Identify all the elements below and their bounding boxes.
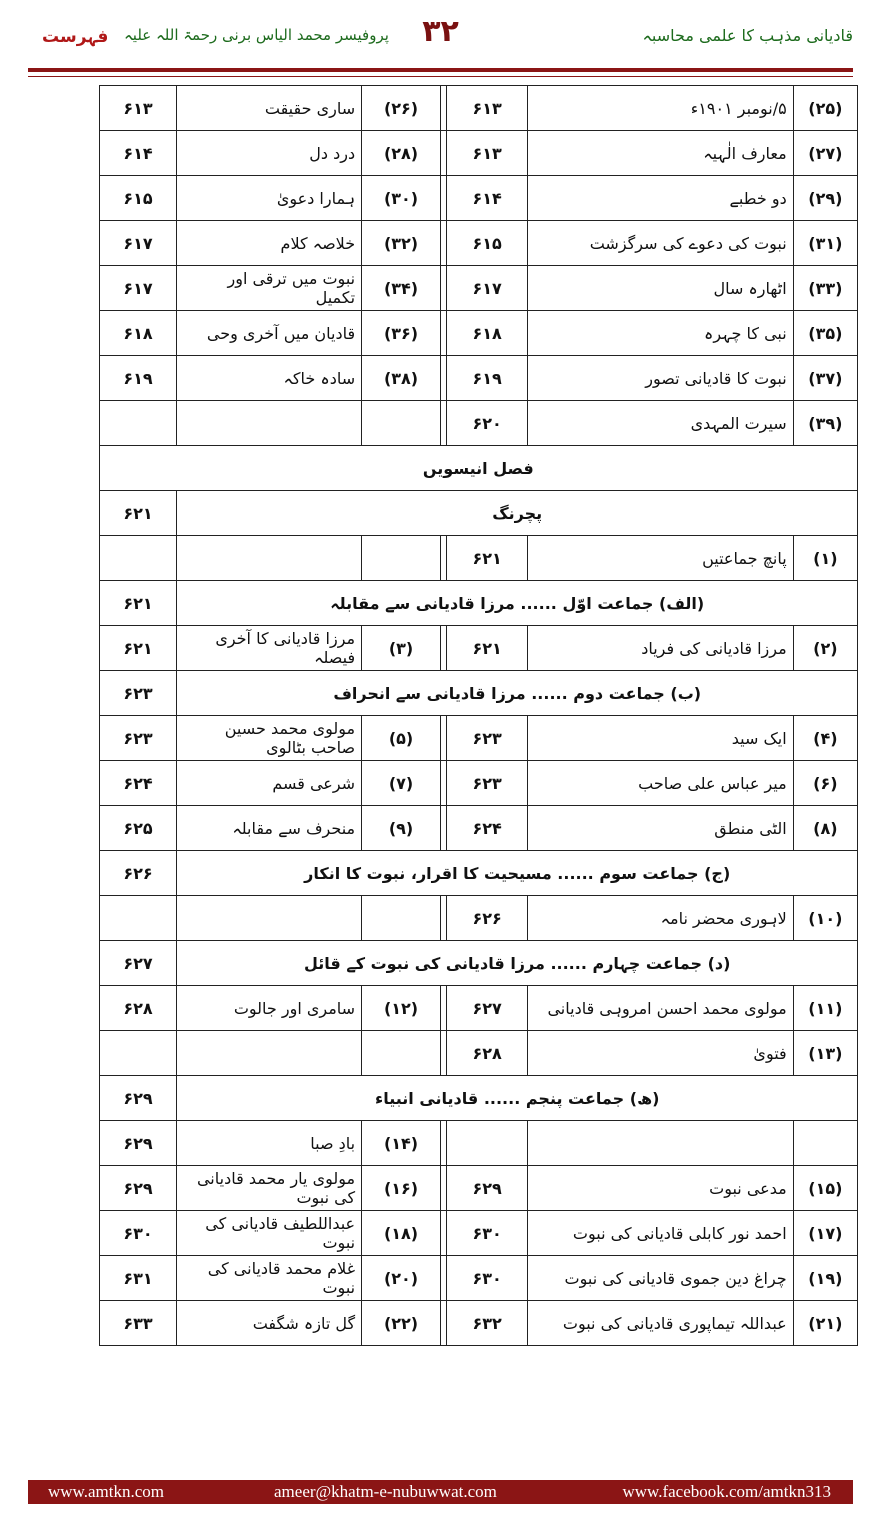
entry-title: لاہوری محضر نامہ <box>528 896 794 941</box>
table-row <box>29 401 858 446</box>
entry-number: (۲۷) <box>793 131 857 176</box>
header-rule <box>28 68 853 72</box>
section-heading-title: (د) جماعت چہارم ...... مرزا قادیانی کی نبوت کے قائل <box>177 941 858 986</box>
column-gap <box>440 311 446 356</box>
entry-number: (۱۹) <box>793 1256 857 1301</box>
entry-number: (۲۰) <box>362 1256 441 1301</box>
entry-number: (۴) <box>793 716 857 761</box>
section-heading-page: ۶۲۷ <box>99 941 177 986</box>
entry-title <box>177 896 362 941</box>
entry-title: مرزا قادیانی کی فریاد <box>528 626 794 671</box>
section-heading <box>29 851 858 896</box>
entry-page: ۶۱۵ <box>99 176 177 221</box>
table-row <box>29 131 858 176</box>
entry-number: (۳۶) <box>362 311 441 356</box>
entry-page: ۶۱۹ <box>99 356 177 401</box>
column-gap <box>440 266 446 311</box>
entry-title <box>528 1121 794 1166</box>
header-rule-thin <box>28 76 853 77</box>
column-gap <box>440 1256 446 1301</box>
section-heading <box>29 581 858 626</box>
entry-number: (۶) <box>793 761 857 806</box>
entry-page: ۶۱۷ <box>99 266 177 311</box>
entry-title: گل تازہ شگفت <box>177 1301 362 1346</box>
intro-heading-title: پچرنگ <box>177 491 858 536</box>
entry-page: ۶۳۱ <box>99 1256 177 1301</box>
column-gap <box>440 716 446 761</box>
entry-number: (۵) <box>362 716 441 761</box>
table-row <box>29 626 858 671</box>
section-heading-title: (الف) جماعت اوّل ...... مرزا قادیانی سے مقابلہ <box>177 581 858 626</box>
entry-title: سامری اور جالوت <box>177 986 362 1031</box>
entry-page: ۶۱۸ <box>99 311 177 356</box>
table-row <box>29 1031 858 1076</box>
entry-number: (۲۵) <box>793 86 857 131</box>
entry-title: اٹھارہ سال <box>528 266 794 311</box>
column-gap <box>440 1121 446 1166</box>
entry-title: مدعی نبوت <box>528 1166 794 1211</box>
entry-title: غلام محمد قادیانی کی نبوت <box>177 1256 362 1301</box>
intro-heading <box>29 491 858 536</box>
entry-number: (۳۲) <box>362 221 441 266</box>
entry-number: (۱۸) <box>362 1211 441 1256</box>
section-heading <box>29 671 858 716</box>
entry-page: ۶۲۱ <box>447 536 528 581</box>
entry-page: ۶۳۰ <box>447 1256 528 1301</box>
entry-title: بادِ صبا <box>177 1121 362 1166</box>
entry-number: (۱۰) <box>793 896 857 941</box>
section-heading-title: (ب) جماعت دوم ...... مرزا قادیانی سے انحراف <box>177 671 858 716</box>
table-row <box>29 716 858 761</box>
entry-title: مولوی یار محمد قادیانی کی نبوت <box>177 1166 362 1211</box>
entry-title: سادہ خاکہ <box>177 356 362 401</box>
entry-page: ۶۱۴ <box>99 131 177 176</box>
footer-website-link[interactable]: www.amtkn.com <box>48 1482 164 1501</box>
entry-number <box>362 401 441 446</box>
section-heading-page: ۶۲۶ <box>99 851 177 896</box>
entry-page: ۶۳۳ <box>99 1301 177 1346</box>
entry-title <box>177 1031 362 1076</box>
entry-page <box>99 401 177 446</box>
entry-page: ۶۲۳ <box>447 716 528 761</box>
section-label: فہرست <box>42 27 109 47</box>
entry-number: (۳۳) <box>793 266 857 311</box>
section-heading <box>29 941 858 986</box>
entry-number: (۳) <box>362 626 441 671</box>
entry-title: ۵/نومبر ۱۹۰۱ء <box>528 86 794 131</box>
entry-number <box>362 896 441 941</box>
entry-number: (۲) <box>793 626 857 671</box>
entry-title: سیرت المہدی <box>528 401 794 446</box>
entry-title: مولوی محمد احسن امروہی قادیانی <box>528 986 794 1031</box>
entry-page <box>99 536 177 581</box>
column-gap <box>440 221 446 266</box>
entry-page <box>99 1031 177 1076</box>
entry-number: (۳۴) <box>362 266 441 311</box>
column-gap <box>440 356 446 401</box>
column-gap <box>440 401 446 446</box>
entry-page: ۶۲۷ <box>447 986 528 1031</box>
entry-page: ۶۲۹ <box>99 1121 177 1166</box>
entry-page: ۶۱۹ <box>447 356 528 401</box>
footer-facebook-link[interactable]: www.facebook.com/amtkn313 <box>622 1482 831 1501</box>
entry-title: قادیان میں آخری وحی <box>177 311 362 356</box>
entry-number: (۲۶) <box>362 86 441 131</box>
entry-number: (۱۵) <box>793 1166 857 1211</box>
entry-page: ۶۲۳ <box>99 716 177 761</box>
entry-title: معارف الٰہیہ <box>528 131 794 176</box>
entry-number: (۳۵) <box>793 311 857 356</box>
entry-page: ۶۳۲ <box>447 1301 528 1346</box>
entry-page: ۶۲۴ <box>447 806 528 851</box>
entry-title: الٹی منطق <box>528 806 794 851</box>
entry-page: ۶۲۶ <box>447 896 528 941</box>
entry-page: ۶۱۷ <box>447 266 528 311</box>
section-heading-title: (ھ) جماعت پنجم ...... قادیانی انبیاء <box>177 1076 858 1121</box>
section-heading-page: ۶۲۱ <box>99 581 177 626</box>
column-gap <box>440 986 446 1031</box>
entry-number: (۱۶) <box>362 1166 441 1211</box>
page-footer <box>28 1480 853 1504</box>
entry-page: ۶۲۳ <box>447 761 528 806</box>
entry-page: ۶۱۳ <box>447 86 528 131</box>
entry-page: ۶۱۳ <box>447 131 528 176</box>
entry-title: نبی کا چہرہ <box>528 311 794 356</box>
table-row <box>29 266 858 311</box>
entry-page <box>99 896 177 941</box>
entry-title: چراغ دین جموی قادیانی کی نبوت <box>528 1256 794 1301</box>
entry-page: ۶۲۹ <box>99 1166 177 1211</box>
entry-title: ہمارا دعویٰ <box>177 176 362 221</box>
entry-page: ۶۲۴ <box>99 761 177 806</box>
entry-title: مولوی محمد حسین صاحب بٹالوی <box>177 716 362 761</box>
table-row <box>29 896 858 941</box>
entry-page: ۶۱۸ <box>447 311 528 356</box>
entry-number: (۱۴) <box>362 1121 441 1166</box>
entry-title: خلاصہ کلام <box>177 221 362 266</box>
table-row <box>29 536 858 581</box>
column-gap <box>440 1166 446 1211</box>
entry-page: ۶۲۱ <box>447 626 528 671</box>
table-row <box>29 86 858 131</box>
entry-page: ۶۱۷ <box>99 221 177 266</box>
column-gap <box>440 1211 446 1256</box>
section-heading-page: ۶۲۳ <box>99 671 177 716</box>
entry-title: ساری حقیقت <box>177 86 362 131</box>
entry-title: نبوت میں ترقی اور تکمیل <box>177 266 362 311</box>
page-header <box>28 0 853 68</box>
entry-number: (۲۸) <box>362 131 441 176</box>
entry-page: ۶۲۵ <box>99 806 177 851</box>
column-gap <box>440 1301 446 1346</box>
table-row <box>29 1301 858 1346</box>
table-row <box>29 1121 858 1166</box>
section-heading-title: (ج) جماعت سوم ...... مسیحیت کا اقرار، نبوت کا انکار <box>177 851 858 896</box>
entry-number: (۳۱) <box>793 221 857 266</box>
entry-number: (۲۲) <box>362 1301 441 1346</box>
column-gap <box>440 536 446 581</box>
entry-page: ۶۳۰ <box>447 1211 528 1256</box>
chapter-row <box>29 446 858 491</box>
entry-number <box>793 1121 857 1166</box>
entry-number: (۱۱) <box>793 986 857 1031</box>
table-row <box>29 806 858 851</box>
table-row <box>29 176 858 221</box>
table-row <box>29 1211 858 1256</box>
entry-page: ۶۲۱ <box>99 626 177 671</box>
chapter-heading: فصل انیسویں <box>99 446 857 491</box>
table-row <box>29 761 858 806</box>
entry-title: نبوت کا قادیانی تصور <box>528 356 794 401</box>
column-gap <box>440 806 446 851</box>
entry-title: میر عباس علی صاحب <box>528 761 794 806</box>
entry-title: عبداللطیف قادیانی کی نبوت <box>177 1211 362 1256</box>
entry-number: (۳۹) <box>793 401 857 446</box>
column-gap <box>440 626 446 671</box>
column-gap <box>440 1031 446 1076</box>
table-row <box>29 221 858 266</box>
column-gap <box>440 896 446 941</box>
entry-number: (۳۷) <box>793 356 857 401</box>
entry-page: ۶۲۰ <box>447 401 528 446</box>
section-heading-page: ۶۲۹ <box>99 1076 177 1121</box>
entry-number: (۱۳) <box>793 1031 857 1076</box>
entry-number: (۲۱) <box>793 1301 857 1346</box>
entry-title: دو خطبے <box>528 176 794 221</box>
entry-number: (۹) <box>362 806 441 851</box>
intro-heading-page: ۶۲۱ <box>99 491 177 536</box>
column-gap <box>440 131 446 176</box>
entry-title <box>177 536 362 581</box>
entry-title: پانچ جماعتیں <box>528 536 794 581</box>
entry-title: نبوت کی دعوے کی سرگزشت <box>528 221 794 266</box>
entry-title: مرزا قادیانی کا آخری فیصلہ <box>177 626 362 671</box>
entry-number: (۸) <box>793 806 857 851</box>
entry-title: عبداللہ تیماپوری قادیانی کی نبوت <box>528 1301 794 1346</box>
table-row <box>29 1166 858 1211</box>
table-row <box>29 356 858 401</box>
entry-title: فتویٰ <box>528 1031 794 1076</box>
table-row <box>29 986 858 1031</box>
entry-title: منحرف سے مقابلہ <box>177 806 362 851</box>
entry-number: (۳۰) <box>362 176 441 221</box>
entry-page: ۶۱۳ <box>99 86 177 131</box>
entry-number: (۳۸) <box>362 356 441 401</box>
entry-number: (۷) <box>362 761 441 806</box>
table-row <box>29 311 858 356</box>
entry-page: ۶۱۴ <box>447 176 528 221</box>
entry-number: (۲۹) <box>793 176 857 221</box>
book-title: قادیانی مذہب کا علمی محاسبہ <box>642 26 853 45</box>
footer-email-link[interactable]: ameer@khatm-e-nubuwwat.com <box>274 1482 497 1501</box>
entry-number: (۱۷) <box>793 1211 857 1256</box>
entry-page: ۶۲۸ <box>99 986 177 1031</box>
entry-page <box>447 1121 528 1166</box>
author-name: پروفیسر محمد الیاس برنی رحمۃ اللہ علیہ <box>124 26 389 44</box>
contents-table <box>28 85 858 1346</box>
page-number: ۳۲ <box>422 14 459 49</box>
entry-number <box>362 536 441 581</box>
entry-title: احمد نور کابلی قادیانی کی نبوت <box>528 1211 794 1256</box>
column-gap <box>440 761 446 806</box>
entry-title <box>177 401 362 446</box>
column-gap <box>440 176 446 221</box>
section-heading <box>29 1076 858 1121</box>
entry-number: (۱۲) <box>362 986 441 1031</box>
entry-title: درد دل <box>177 131 362 176</box>
entry-page: ۶۱۵ <box>447 221 528 266</box>
column-gap <box>440 86 446 131</box>
entry-page: ۶۳۰ <box>99 1211 177 1256</box>
table-row <box>29 1256 858 1301</box>
entry-page: ۶۲۸ <box>447 1031 528 1076</box>
entry-number <box>362 1031 441 1076</box>
entry-title: ایک سید <box>528 716 794 761</box>
entry-page: ۶۲۹ <box>447 1166 528 1211</box>
entry-number: (۱) <box>793 536 857 581</box>
entry-title: شرعی قسم <box>177 761 362 806</box>
